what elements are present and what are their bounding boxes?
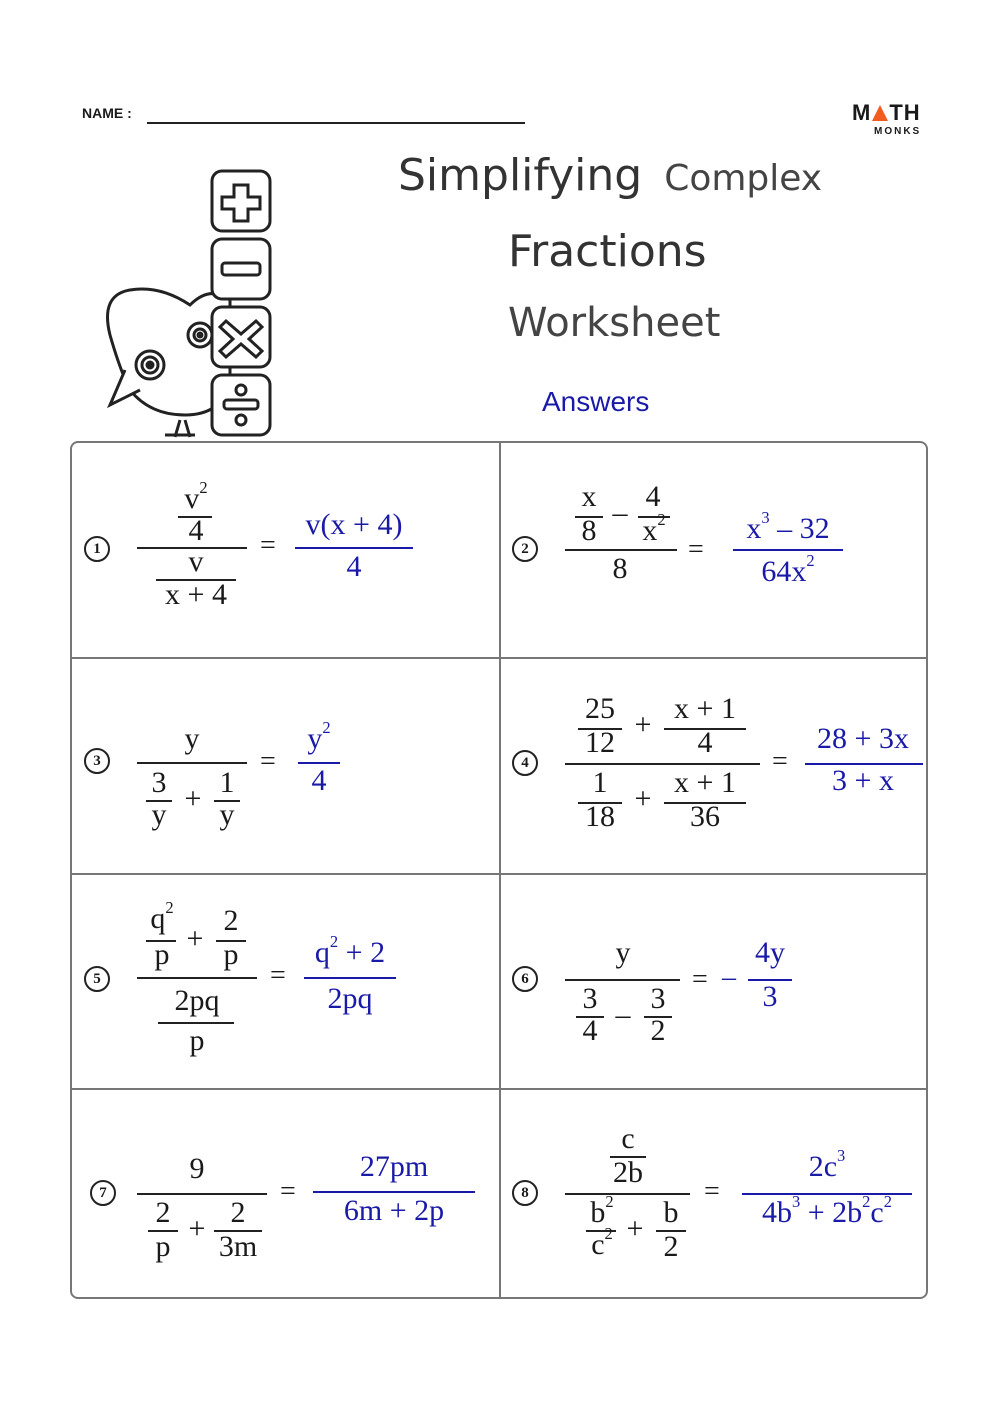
p5-a-top: $q^2$ (150, 898, 174, 935)
grid-row-divider (72, 1088, 926, 1090)
equals-sign: = (260, 746, 276, 777)
p4-main-bar (565, 763, 760, 765)
p8-main-bar (565, 1193, 690, 1195)
p3-answer-den: 4 (311, 764, 327, 797)
p7-a-top: 2 (155, 1196, 171, 1229)
problem-number: 5 (84, 966, 110, 992)
p6-num: y (615, 936, 631, 969)
p8-b-bot: 2 (663, 1230, 679, 1263)
equals-sign: = (692, 964, 708, 995)
p5-den-bot: p (189, 1024, 205, 1057)
p7-b-bot: 3m (218, 1230, 258, 1263)
p2-den: 8 (612, 552, 628, 585)
title-line-1 (398, 150, 878, 201)
math-monks-logo (852, 102, 932, 137)
p3-b-top: 1 (219, 766, 235, 799)
problem-number: 4 (512, 750, 538, 776)
p4-answer-den: 3 + x (832, 764, 894, 797)
p6-b-bot: 2 (650, 1014, 666, 1047)
problem-number: 8 (512, 1180, 538, 1206)
logo-text-right: TH (889, 100, 921, 125)
p5-answer-bar (304, 977, 396, 979)
problem-number: 3 (84, 748, 110, 774)
p2-answer-bar (733, 549, 843, 551)
owl-operators-illustration (100, 165, 290, 445)
p1-num-top: $v^2$ (184, 478, 208, 515)
p7-a-bot: p (155, 1230, 171, 1263)
p8-a-top: $b^2$ (590, 1192, 614, 1229)
p2-a-bot: 8 (581, 514, 597, 547)
p3-main-bar (137, 762, 247, 764)
p2-answer-den: $64x^2$ (761, 551, 815, 588)
p6-a-bot: 4 (582, 1014, 598, 1047)
p8-answer-den: $4b^3 + 2b^2c^2$ (762, 1192, 892, 1229)
equals-sign: = (260, 530, 276, 561)
p5-a-bot: p (154, 938, 170, 971)
problem-number: 7 (90, 1180, 116, 1206)
p1-den-bot: x + 4 (165, 578, 227, 611)
p1-den-top: v (188, 545, 204, 578)
p7-main-bar (137, 1193, 267, 1195)
p1-answer-bar (295, 547, 413, 549)
p4-c-top: 1 (592, 766, 608, 799)
p4-plus: + (634, 782, 652, 815)
p7-b-top: 2 (230, 1196, 246, 1229)
p8-a-bot: $c^2$ (591, 1224, 613, 1261)
p5-answer-num: $q^2 + 2$ (314, 932, 386, 969)
problem-number: 2 (512, 536, 538, 562)
title-fractions: Fractions (508, 226, 707, 277)
grid-row-divider (72, 873, 926, 875)
p8-answer-num: $2c^3$ (808, 1146, 846, 1183)
p8-num-top: c (621, 1122, 635, 1155)
p2-b-top: 4 (645, 480, 661, 513)
p5-answer-den: 2pq (327, 982, 373, 1015)
p7-answer-bar (313, 1191, 475, 1193)
p6-answer-negative: – (722, 962, 736, 993)
p3-num: y (184, 722, 200, 755)
equals-sign: = (270, 960, 286, 991)
p3-b-bot: y (219, 798, 235, 831)
p4-b-top: x + 1 (674, 692, 736, 725)
p6-minus: – (615, 998, 631, 1031)
p2-main-bar (565, 549, 677, 551)
problem-number: 6 (512, 966, 538, 992)
p5-den-top: 2pq (174, 984, 220, 1017)
grid-row-divider (72, 657, 926, 659)
p5-plus: + (186, 922, 204, 955)
logo-text-left: M (852, 100, 872, 125)
name-blank-line[interactable] (147, 122, 525, 124)
p1-answer-den: 4 (346, 550, 362, 583)
equals-sign: = (772, 746, 788, 777)
p4-answer-num: 28 + 3x (817, 722, 909, 755)
p4-plus: + (634, 708, 652, 741)
p7-num: 9 (189, 1152, 205, 1185)
p4-c-bot: 18 (585, 800, 615, 833)
p6-main-bar (565, 979, 680, 981)
title-simplifying: Simplifying (398, 150, 643, 201)
problem-number: 1 (84, 536, 110, 562)
p1-num-bot: 4 (188, 514, 204, 547)
logo-triangle-icon (872, 105, 888, 121)
p6-answer-num: 4y (755, 936, 785, 969)
grid-vertical-divider (499, 443, 501, 1297)
name-label: NAME : (82, 105, 132, 121)
logo-subtext: MONKS (874, 126, 922, 137)
equals-sign: = (688, 534, 704, 565)
p2-answer-num: $x^3 - 32$ (746, 508, 830, 545)
p4-b-bot: 4 (697, 726, 713, 759)
p3-answer-num: $y^2$ (307, 718, 331, 755)
p8-plus: + (626, 1212, 644, 1245)
p6-answer-den: 3 (762, 980, 778, 1013)
p4-a-bot: 12 (585, 726, 615, 759)
p5-b-bot: p (223, 938, 239, 971)
p8-b-top: b (663, 1196, 679, 1229)
p4-d-bot: 36 (690, 800, 720, 833)
p4-d-top: x + 1 (674, 766, 736, 799)
p2-minus: – (612, 496, 628, 529)
p5-b-top: 2 (223, 904, 239, 937)
p4-a-top: 25 (585, 692, 615, 725)
p6-b-top: 3 (650, 982, 666, 1015)
p1-answer-num: v(x + 4) (305, 508, 403, 541)
p2-b-bot: $x^2$ (642, 510, 666, 547)
p5-main-bar (137, 977, 257, 979)
p7-plus: + (188, 1212, 206, 1245)
p3-a-top: 3 (151, 766, 167, 799)
p6-a-top: 3 (582, 982, 598, 1015)
p3-plus: + (184, 782, 202, 815)
title-complex: Complex (664, 158, 823, 199)
p3-a-bot: y (151, 798, 167, 831)
answers-subtitle: Answers (542, 386, 650, 417)
p8-num-bot: 2b (613, 1156, 643, 1189)
p2-a-top: x (581, 480, 597, 513)
p7-answer-num: 27pm (359, 1150, 429, 1183)
title-worksheet: Worksheet (508, 300, 721, 346)
equals-sign: = (704, 1176, 720, 1207)
equals-sign: = (280, 1176, 296, 1207)
p7-answer-den: 6m + 2p (343, 1194, 445, 1227)
